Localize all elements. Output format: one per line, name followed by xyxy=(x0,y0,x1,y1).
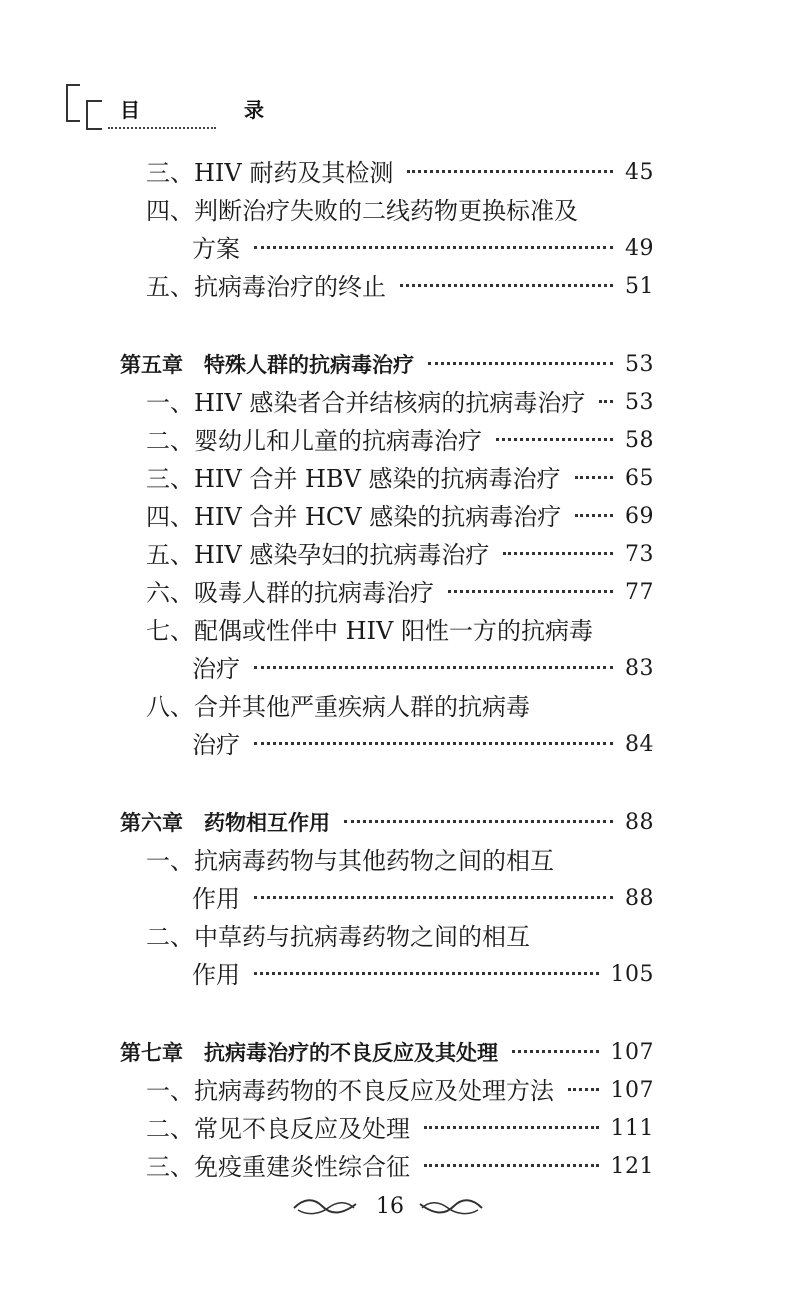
leader-dots xyxy=(512,1050,599,1053)
page-number-ref: 88 xyxy=(625,886,654,911)
page-number-ref: 84 xyxy=(625,732,654,757)
toc-item-row xyxy=(0,690,800,724)
leader-dots xyxy=(575,476,613,479)
page-number-ref: 51 xyxy=(625,274,654,299)
toc-item-row xyxy=(0,844,800,878)
entry-title: 八、合并其他严重疾病人群的抗病毒 xyxy=(146,693,530,721)
toc-item-row xyxy=(0,1112,800,1146)
page-number-ref: 121 xyxy=(610,1154,654,1179)
page-number-ref: 105 xyxy=(610,962,654,987)
right-flourish-icon xyxy=(418,1196,484,1218)
page-footer xyxy=(0,1192,800,1222)
leader-dots xyxy=(503,552,613,555)
toc-item-row xyxy=(0,156,800,190)
page-number-ref: 83 xyxy=(625,656,654,681)
toc-chapter-row xyxy=(0,348,800,382)
entry-title: 三、免疫重建炎性综合征 xyxy=(146,1153,410,1181)
toc-item-row xyxy=(0,424,800,458)
entry-title: 五、HIV 感染孕妇的抗病毒治疗 xyxy=(146,541,490,569)
entry-title: 治疗 xyxy=(192,655,240,683)
leader-dots xyxy=(428,362,613,365)
entry-title: 治疗 xyxy=(192,731,240,759)
entry-title: 四、HIV 合并 HCV 感染的抗病毒治疗 xyxy=(146,503,562,531)
entry-title: 七、配偶或性伴中 HIV 阳性一方的抗病毒 xyxy=(146,617,593,645)
toc-item-row xyxy=(0,538,800,572)
toc-item-row xyxy=(0,232,800,266)
toc-item-row xyxy=(0,462,800,496)
page-number-ref: 49 xyxy=(625,236,654,261)
page-number-ref: 65 xyxy=(625,466,654,491)
page-number-ref: 73 xyxy=(625,542,654,567)
entry-title: 作用 xyxy=(192,885,240,913)
toc-item-row xyxy=(0,270,800,304)
toc-item-row xyxy=(0,500,800,534)
page-number-ref: 53 xyxy=(625,390,654,415)
entry-title: 作用 xyxy=(192,961,240,989)
toc-item-row xyxy=(0,614,800,648)
toc-item-row xyxy=(0,1074,800,1108)
entry-title: 三、HIV 合并 HBV 感染的抗病毒治疗 xyxy=(146,465,561,493)
leader-dots xyxy=(424,1126,599,1129)
page-number-ref: 88 xyxy=(625,810,654,835)
page-number-ref: 77 xyxy=(625,580,654,605)
entry-title: 一、抗病毒药物的不良反应及处理方法 xyxy=(146,1077,554,1105)
toc-item-row xyxy=(0,386,800,420)
page-number-ref: 107 xyxy=(610,1078,654,1103)
leader-dots xyxy=(254,742,613,745)
entry-title: 一、HIV 感染者合并结核病的抗病毒治疗 xyxy=(146,389,586,417)
entry-title: 二、常见不良反应及处理 xyxy=(146,1115,410,1143)
leader-dots xyxy=(568,1088,599,1091)
toc-item-row xyxy=(0,576,800,610)
leader-dots xyxy=(254,972,599,975)
chapter-title: 第五章 特殊人群的抗病毒治疗 xyxy=(120,353,414,377)
page-number-ref: 45 xyxy=(625,160,654,185)
header-rule xyxy=(108,127,216,129)
entry-title: 方案 xyxy=(192,235,240,263)
leader-dots xyxy=(400,284,613,287)
toc-chapter-row xyxy=(0,806,800,840)
page-number-ref: 69 xyxy=(625,504,654,529)
leader-dots xyxy=(254,246,613,249)
leader-dots xyxy=(496,438,613,441)
left-flourish-icon xyxy=(292,1196,358,1218)
toc-item-row xyxy=(0,652,800,686)
leader-dots xyxy=(344,820,613,823)
entry-title: 一、抗病毒药物与其他药物之间的相互 xyxy=(146,847,554,875)
entry-title: 六、吸毒人群的抗病毒治疗 xyxy=(146,579,434,607)
toc-item-row xyxy=(0,194,800,228)
toc-item-row xyxy=(0,882,800,916)
toc-item-row xyxy=(0,920,800,954)
page-number-ref: 53 xyxy=(625,352,654,377)
entry-title: 二、婴幼儿和儿童的抗病毒治疗 xyxy=(146,427,482,455)
leader-dots xyxy=(448,590,613,593)
entry-title: 三、HIV 耐药及其检测 xyxy=(146,159,394,187)
page-number: 16 xyxy=(376,1194,404,1219)
entry-title: 四、判断治疗失败的二线药物更换标准及 xyxy=(146,197,578,225)
leader-dots xyxy=(407,170,613,173)
leader-dots xyxy=(254,896,613,899)
leader-dots xyxy=(599,400,613,403)
chapter-title: 第六章 药物相互作用 xyxy=(120,811,330,835)
toc-item-row xyxy=(0,958,800,992)
corner-ornament xyxy=(66,84,106,130)
page-number-ref: 58 xyxy=(625,428,654,453)
page-number-ref: 111 xyxy=(610,1116,654,1141)
running-header-title: 目 录 xyxy=(120,98,306,122)
entry-title: 五、抗病毒治疗的终止 xyxy=(146,273,386,301)
leader-dots xyxy=(254,666,613,669)
toc-item-row xyxy=(0,728,800,762)
leader-dots xyxy=(424,1164,599,1167)
page-number-ref: 107 xyxy=(610,1040,654,1065)
entry-title: 二、中草药与抗病毒药物之间的相互 xyxy=(146,923,530,951)
toc-chapter-row xyxy=(0,1036,800,1070)
chapter-title: 第七章 抗病毒治疗的不良反应及其处理 xyxy=(120,1041,498,1065)
leader-dots xyxy=(575,514,613,517)
toc-item-row xyxy=(0,1150,800,1184)
